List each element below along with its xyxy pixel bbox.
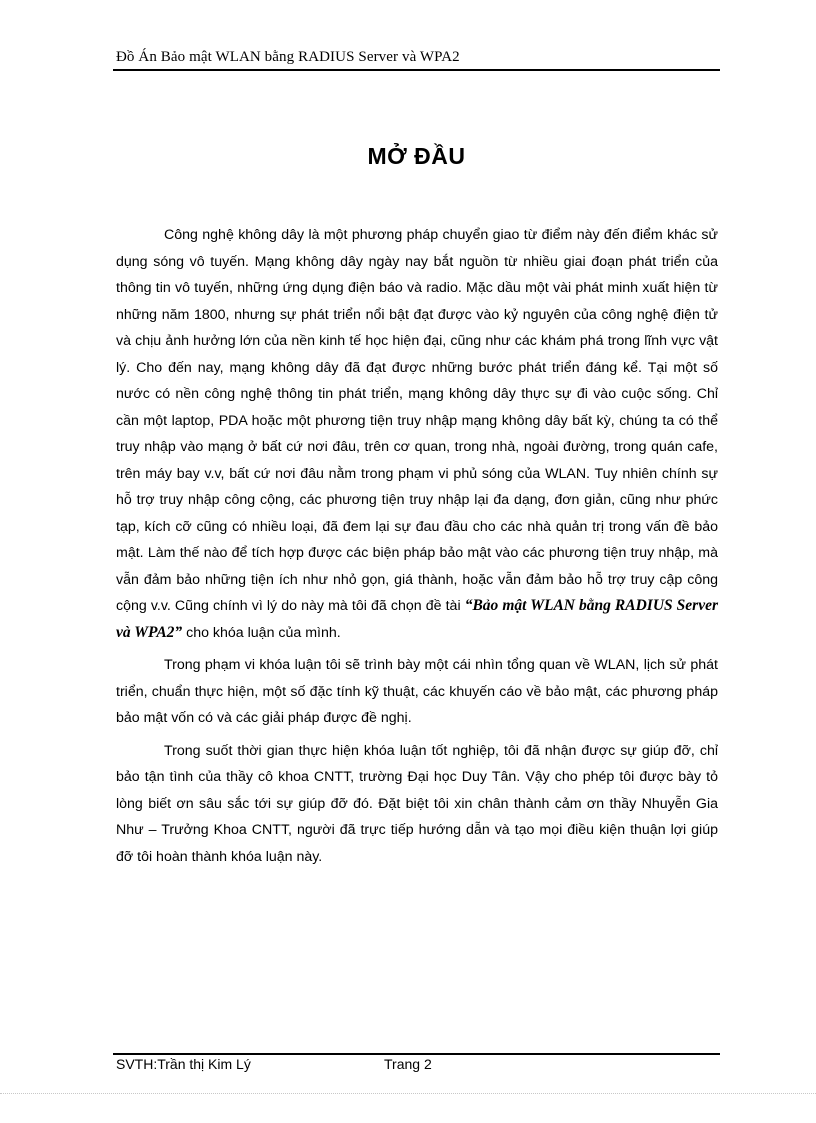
paragraph-acknowledgements: Trong suốt thời gian thực hiện khóa luận tốt nghiệp, tôi đã nhận được sự giúp đỡ, chỉ bảo tận tình của thầy cô khoa CNTT, trường Đại học Duy Tân. Vậy cho phép tôi được bày tỏ lòng biết ơn sâu sắc tới sự giúp đỡ đó. Đặt biệt tôi xin chân thành cảm ơn thầy Nhuyễn Gia Như – Trưởng Khoa CNTT, người đã trực tiếp hướng dẫn và tạo mọi điều kiện thuận lợi giúp đỡ tôi hoàn thành khóa luận này.: [116, 742, 718, 865]
document-body: [116, 222, 718, 876]
page-bottom-edge: [0, 1093, 816, 1094]
footer-divider: [113, 1053, 720, 1055]
paragraph-introduction: [116, 222, 718, 646]
paragraph-scope: Trong phạm vi khóa luận tôi sẽ trình bày một cái nhìn tổng quan về WLAN, lịch sử phát triển, chuẩn thực hiện, một số đặc tính kỹ thuật, các khuyến cáo về bảo mật, các phương pháp bảo mật vốn có và các giải pháp được đề nghị.: [116, 657, 718, 726]
footer-student-name: SVTH:Trần thị Kim Lý: [116, 1056, 251, 1072]
paragraph-introduction-ending: cho khóa luận của mình.: [182, 624, 341, 641]
page-title: MỞ ĐẦU: [367, 143, 466, 169]
running-header: Đồ Án Bảo mật WLAN bằng RADIUS Server và WPA2: [116, 49, 460, 65]
paragraph-introduction-text: Công nghệ không dây là một phương pháp chuyển giao từ điểm này đến điểm khác sử dụng sóng vô tuyến. Mạng không dây ngày nay bắt nguồn từ nhiều giai đoạn phát triển của thông tin vô tuyến, những ứng dụng điện báo và radio. Mặc dầu một vài phát minh xuất hiện từ những năm 1800, nhưng sự phát triển nổi bật đạt được vào kỷ nguyên của công nghệ điện tử và chịu ảnh hưởng lớn của nền kinh tế học hiện đại, cũng như các khám phá trong lĩnh vực vật lý. Cho đến nay, mạng không dây đã đạt được những bước phát triển đáng kể. Tại một số nước có nền công nghệ thông tin phát triển, mạng không dây thực sự đi vào cuộc sống. Chỉ cần một laptop, PDA hoặc một phương tiện truy nhập mạng không dây bất kỳ, chúng ta có thể truy nhập vào mạng ở bất cứ nơi đâu, trên cơ quan, trong nhà, ngoài đường, trong quán cafe, trên máy bay v.v, bất cứ nơi đâu nằm trong phạm vi phủ sóng của WLAN. Tuy nhiên chính sự hỗ trợ truy nhập công cộng, các phương tiện truy nhập lại đa dạng, đơn giản, cũng như phức tạp, kích cỡ cũng có nhiều loại, đã đem lại sự đau đầu cho các nhà quản trị trong vấn đề bảo mật. Làm thế nào để tích hợp được các biện pháp bảo mật vào các phương tiện truy nhập, mà vẫn đảm bảo những tiện ích như nhỏ gọn, giá thành, hoặc vẫn đảm bảo hỗ trợ truy cập công cộng v.v. Cũng chính vì lý do này mà tôi đã chọn đề tài: [116, 227, 718, 614]
footer-page-number: Trang 2: [384, 1056, 432, 1072]
header-divider: [113, 69, 720, 71]
thesis-title: “Bảo mật WLAN bằng RADIUS Server và WPA2”: [116, 597, 718, 641]
